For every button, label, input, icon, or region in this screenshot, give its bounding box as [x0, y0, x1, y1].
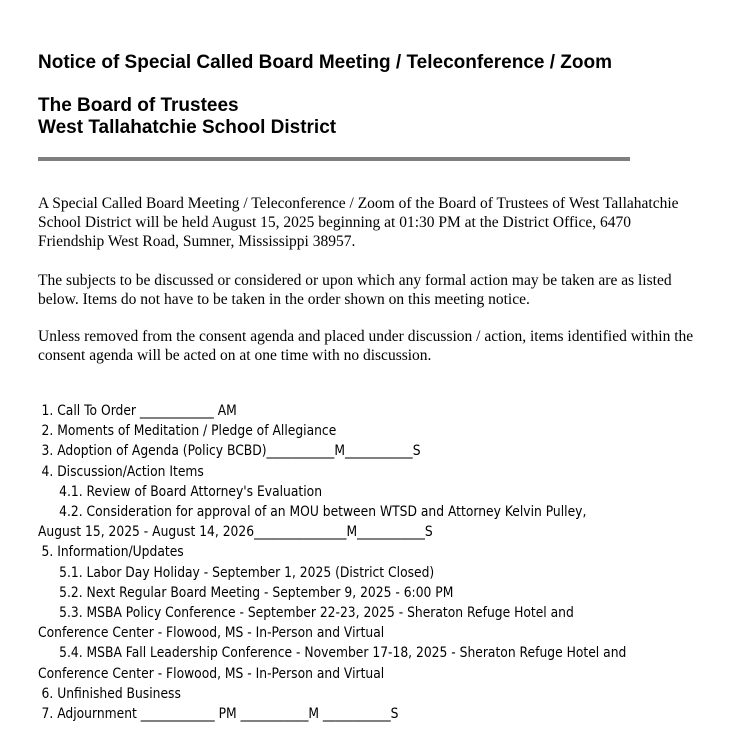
- board-name: The Board of Trustees: [38, 95, 239, 116]
- consent-text: Unless removed from the consent agenda and placed under discussion / action, items identified within the consent agenda will be acted on at one time with no discussion.: [38, 328, 694, 364]
- agenda-list: [38, 401, 654, 724]
- agenda-item-meditation-pledge: 2. Moments of Meditation / Pledge of Allegiance: [41, 423, 337, 440]
- agenda-subitem-leadership-conference-continued: Conference Center - Flowood, MS - In-Person and Virtual: [38, 665, 385, 682]
- agenda-subitem-leadership-conference: 5.4. MSBA Fall Leadership Conference - November 17-18, 2025 - Sheraton Refuge Hotel and: [59, 645, 627, 662]
- agenda-item-adoption: 3. Adoption of Agenda (Policy BCBD)___________M___________S: [41, 443, 421, 460]
- agenda-subitem-policy-conference-continued: Conference Center - Flowood, MS - In-Person and Virtual: [38, 625, 385, 642]
- agenda-item-call-to-order: 1. Call To Order ____________ AM: [41, 403, 237, 419]
- district-name: West Tallahatchie School District: [38, 117, 337, 138]
- meeting-announcement: [38, 194, 698, 251]
- agenda-item-unfinished-business: 6. Unfinished Business: [41, 685, 181, 702]
- agenda-item-adjournment: 7. Adjournment ____________ PM ___________M ___________S: [41, 706, 399, 723]
- header-divider: [38, 157, 630, 161]
- agenda-item-information-updates: 5. Information/Updates: [41, 544, 184, 561]
- subjects-notice: [38, 271, 698, 309]
- notice-title: Notice of Special Called Board Meeting / Teleconference / Zoom: [38, 52, 612, 73]
- agenda-subitem-mou: 4.2. Consideration for approval of an MOU between WTSD and Attorney Kelvin Pulley,: [59, 504, 587, 521]
- subjects-text: The subjects to be discussed or considered or upon which any formal action may be taken are as listed below. Items do not have to be taken in the order shown on this meeting notice.: [38, 272, 672, 308]
- consent-agenda-notice: [38, 327, 698, 365]
- agenda-subitem-labor-day: 5.1. Labor Day Holiday - September 1, 2025 (District Closed): [59, 564, 435, 581]
- agenda-subitem-mou-continued: August 15, 2025 - August 14, 2026_______________M___________S: [38, 524, 433, 541]
- agenda-item-discussion-action: 4. Discussion/Action Items: [41, 463, 204, 480]
- agenda-subitem-next-meeting: 5.2. Next Regular Board Meeting - September 9, 2025 - 6:00 PM: [59, 584, 454, 601]
- agenda-subitem-attorney-evaluation: 4.1. Review of Board Attorney's Evaluation: [59, 483, 323, 500]
- announcement-text: A Special Called Board Meeting / Teleconference / Zoom of the Board of Trustees of West Tallahatchie School District will be held August 15, 2025 beginning at 01:30 PM at the District Office, 6470 Friendship West Road, Sumner, Mississippi 38957.: [38, 195, 679, 250]
- agenda-subitem-policy-conference: 5.3. MSBA Policy Conference - September 22-23, 2025 - Sheraton Refuge Hotel and: [59, 605, 574, 622]
